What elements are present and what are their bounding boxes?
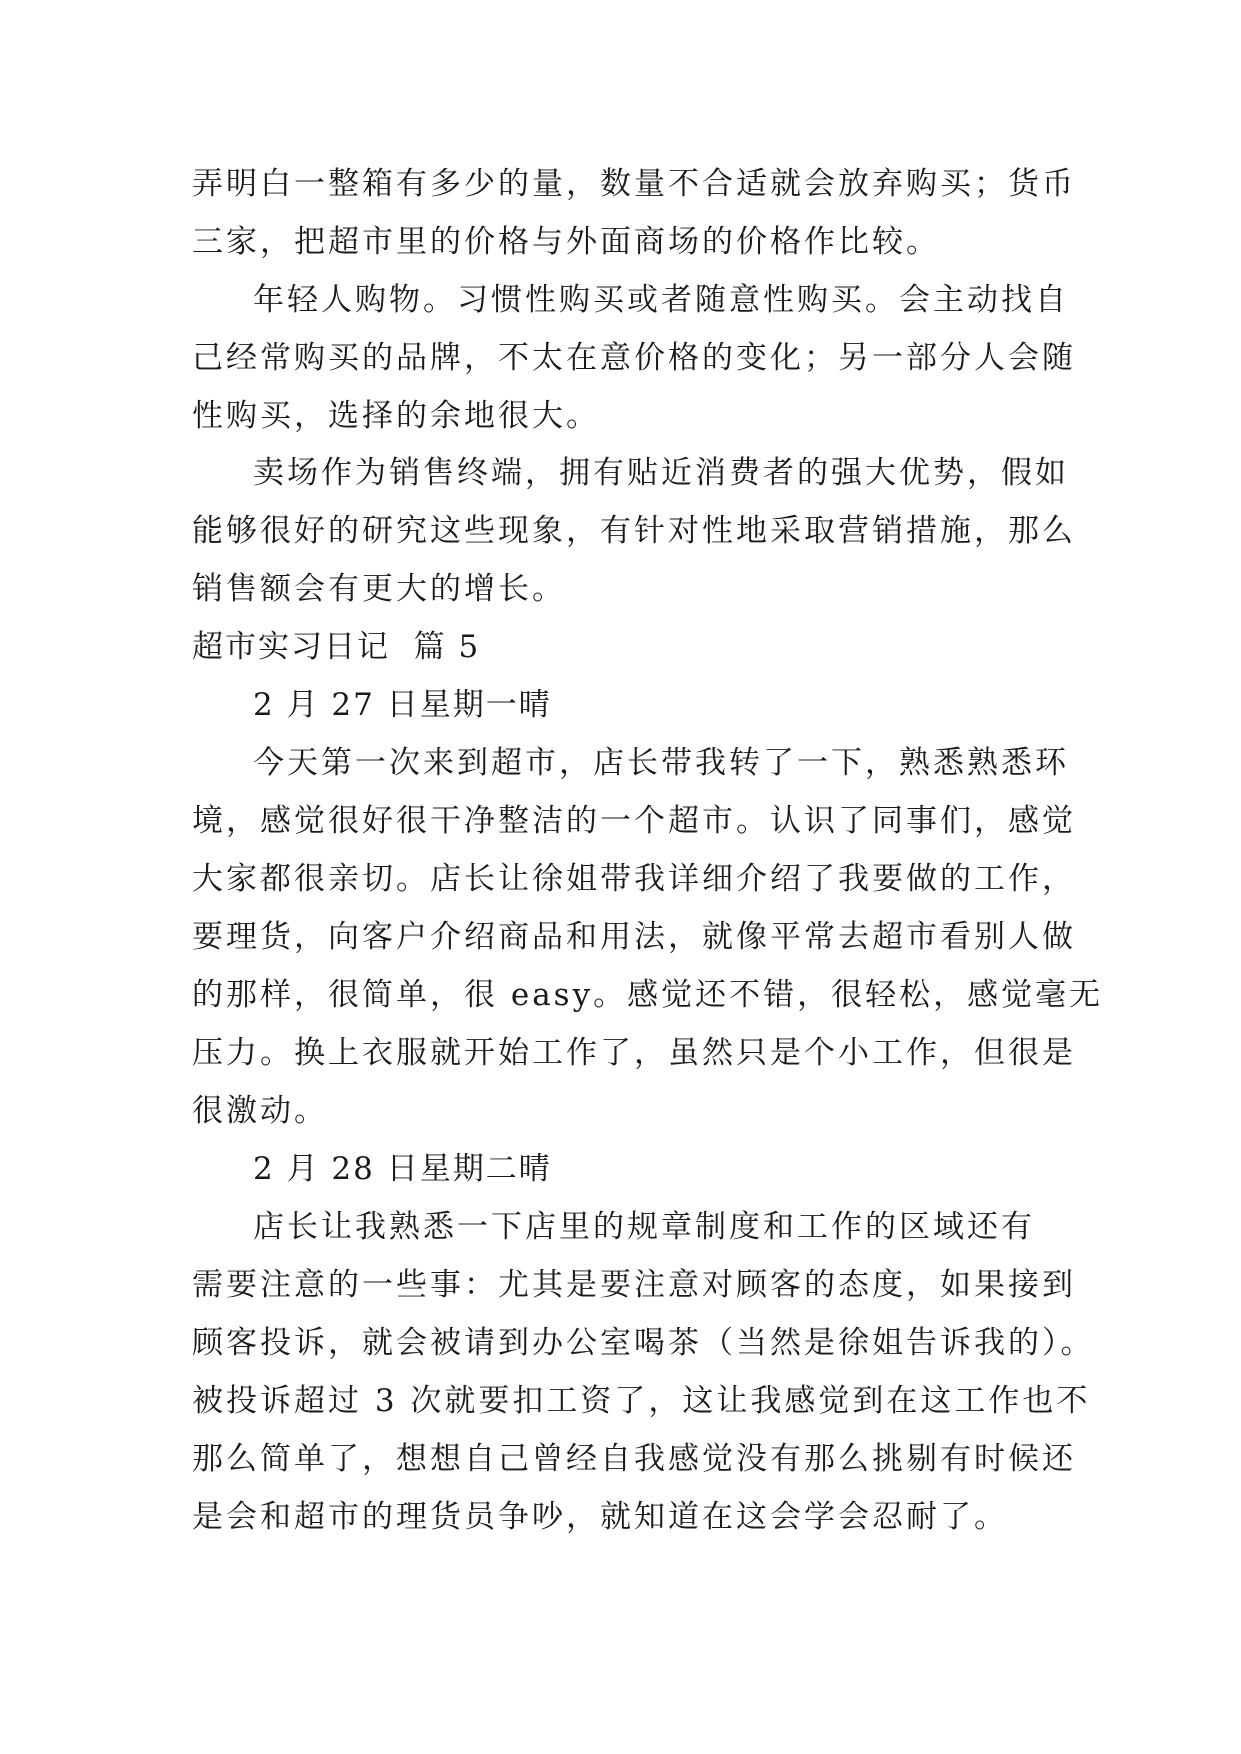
paragraph-start-line: 今天第一次来到超市，店长带我转了一下，熟悉熟悉环 [253, 745, 1069, 781]
paragraph-start-line: 卖场作为销售终端，拥有贴近消费者的强大优势，假如 [253, 455, 1069, 491]
text-line: 需要注意的一些事：尤其是要注意对顾客的态度，如果接到 [192, 1267, 1076, 1303]
diary-date: 2 月 28 日星期二晴 [253, 1151, 552, 1187]
paragraph-start-line: 年轻人购物。习惯性购买或者随意性购买。会主动找自 [253, 282, 1069, 318]
text-line: 被投诉超过 3 次就要扣工资了，这让我感觉到在这工作也不 [192, 1383, 1091, 1419]
text-line: 要理货，向客户介绍商品和用法，就像平常去超市看别人做 [192, 919, 1076, 955]
text-line: 弄明白一整箱有多少的量，数量不合适就会放弃购买；货币 [192, 166, 1076, 202]
text-line: 销售额会有更大的增长。 [192, 571, 566, 607]
text-line: 压力。换上衣服就开始工作了，虽然只是个小工作，但很是 [192, 1035, 1076, 1071]
paragraph-start-line: 店长让我熟悉一下店里的规章制度和工作的区域还有 [253, 1209, 1035, 1245]
text-line: 顾客投诉，就会被请到办公室喝茶（当然是徐姐告诉我的）。 [192, 1325, 1095, 1361]
text-line: 三家，把超市里的价格与外面商场的价格作比较。 [192, 224, 940, 260]
text-line: 境，感觉很好很干净整洁的一个超市。认识了同事们，感觉 [192, 803, 1076, 839]
section-heading: 超市实习日记 篇 5 [192, 629, 481, 665]
text-line: 己经常购买的品牌，不太在意价格的变化；另一部分人会随 [192, 340, 1076, 376]
text-line: 能够很好的研究这些现象，有针对性地采取营销措施，那么 [192, 513, 1076, 549]
text-line: 的那样，很简单，很 easy。感觉还不错，很轻松，感觉毫无 [192, 977, 1104, 1013]
text-line: 是会和超市的理货员争吵，就知道在这会学会忍耐了。 [192, 1499, 1008, 1535]
diary-date: 2 月 27 日星期一晴 [253, 687, 552, 723]
text-line: 那么简单了，想想自己曾经自我感觉没有那么挑剔有时候还 [192, 1441, 1076, 1477]
text-line: 大家都很亲切。店长让徐姐带我详细介绍了我要做的工作， [192, 861, 1076, 897]
text-line: 很激动。 [192, 1093, 328, 1129]
text-line: 性购买，选择的余地很大。 [192, 398, 600, 434]
